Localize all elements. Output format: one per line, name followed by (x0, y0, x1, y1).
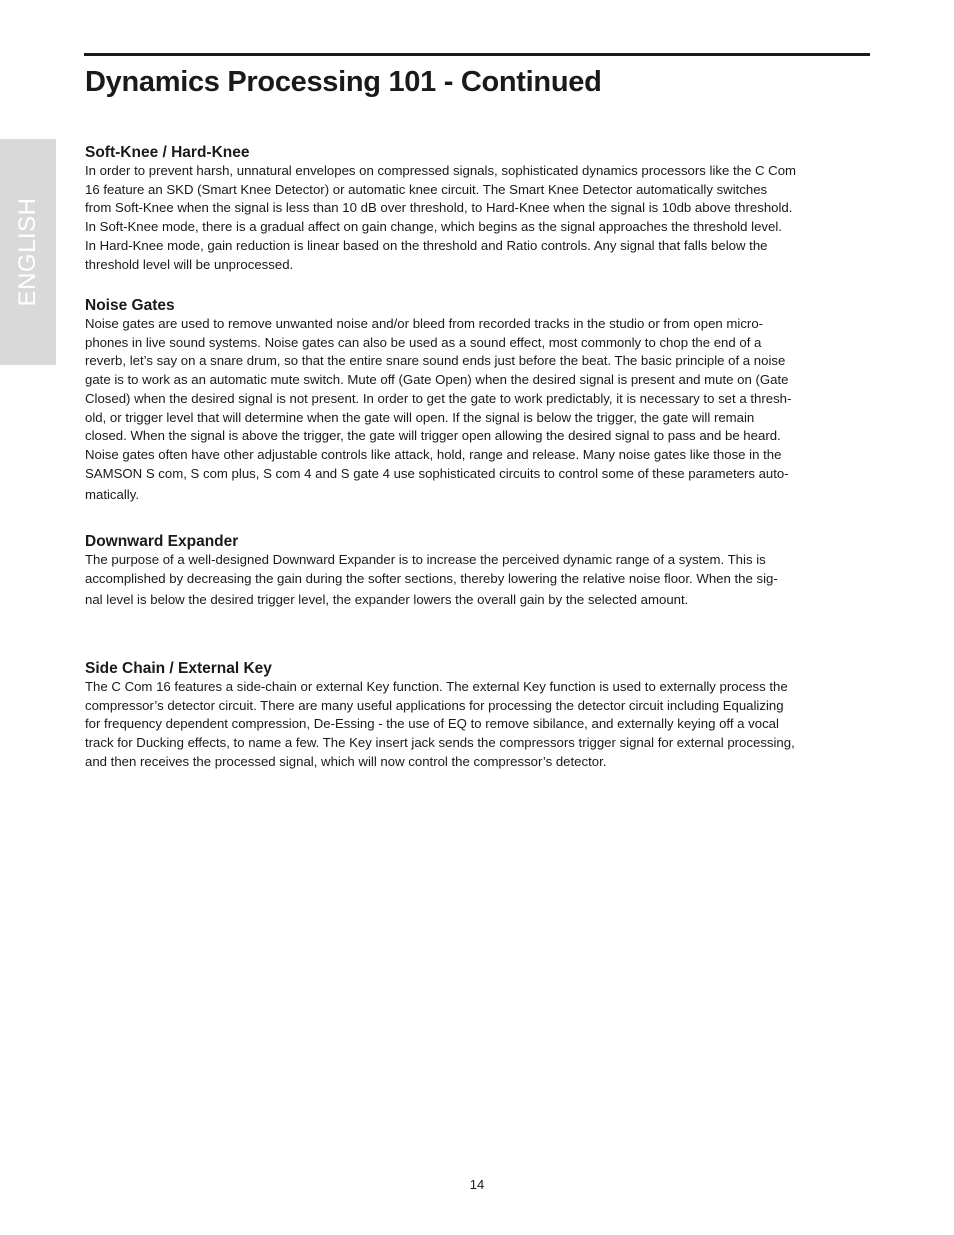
body-line: The C Com 16 features a side-chain or external Key function. The external Key function is used to externally process the (85, 679, 788, 694)
body-line: In Soft-Knee mode, there is a gradual affect on gain change, which begins as the signal approaches the threshold level. (85, 219, 782, 235)
section-heading: Soft-Knee / Hard-Knee (85, 144, 250, 161)
body-line: Noise gates are used to remove unwanted noise and/or bleed from recorded tracks in the studio or from open micro- (85, 316, 764, 331)
body-line: and then receives the processed signal, which will now control the compressor’s detector. (85, 753, 607, 769)
section-heading: Side Chain / External Key (85, 660, 272, 677)
body-line: for frequency dependent compression, De-Essing - the use of EQ to remove sibilance, and externally keying off a vocal (85, 716, 779, 732)
body-line: In order to prevent harsh, unnatural envelopes on compressed signals, sophisticated dynamics processors like the C Com (85, 163, 797, 178)
section-heading: Noise Gates (85, 297, 175, 314)
body-line: nal level is below the desired trigger level, the expander lowers the overall gain by the selected amount. (85, 592, 689, 608)
section-body (85, 551, 870, 610)
language-tab-label: ENGLISH (14, 197, 41, 307)
body-line: from Soft-Knee when the signal is less than 10 dB over threshold, to Hard-Knee when the signal is 10db above threshold. (85, 200, 793, 216)
section-side-chain-external-key (85, 659, 870, 772)
language-tab (0, 139, 56, 365)
body-line: accomplished by decreasing the gain during the softer sections, thereby lowering the relative noise floor. When the sig- (85, 570, 778, 586)
section-body (85, 678, 870, 772)
section-heading: Downward Expander (85, 533, 239, 550)
body-line: 16 feature an SKD (Smart Knee Detector) or automatic knee circuit. The Smart Knee Detector automatically switches (85, 181, 768, 197)
top-divider-rule (84, 53, 870, 56)
body-line: reverb, let’s say on a snare drum, so that the entire snare sound ends just before the beat. The basic principle of a noise (85, 353, 786, 369)
body-line: The purpose of a well-designed Downward Expander is to increase the perceived dynamic range of a system. This is (85, 552, 766, 567)
body-line: closed. When the signal is above the trigger, the gate will trigger open allowing the desired signal to pass and be heard. (85, 428, 781, 444)
body-line: SAMSON S com, S com plus, S com 4 and S gate 4 use sophisticated circuits to control some of these parameters auto- (85, 465, 789, 481)
body-line: compressor’s detector circuit. There are many useful applications for processing the detector circuit including Equalizing (85, 697, 784, 713)
body-line: old, or trigger level that will determine when the gate will open. If the signal is below the trigger, the gate will remain (85, 409, 755, 425)
section-body (85, 162, 870, 274)
body-line: Noise gates often have other adjustable controls like attack, hold, range and release. Many noise gates like those in the (85, 446, 782, 462)
body-line: gate is to work as an automatic mute switch. Mute off (Gate Open) when the desired signal is present and mute on (Gate (85, 372, 789, 388)
body-line: threshold level will be unprocessed. (85, 256, 294, 272)
section-noise-gates (85, 296, 870, 505)
body-line: phones in live sound systems. Noise gates can also be used as a sound effect, most commonly to chop the end of a (85, 334, 762, 350)
section-soft-knee-hard-knee (85, 143, 870, 274)
body-line: matically. (85, 487, 139, 503)
section-body (85, 315, 870, 505)
body-line: Closed) when the desired signal is not present. In order to get the gate to work predictably, it is necessary to set a thresh- (85, 390, 792, 406)
page-title: Dynamics Processing 101 - Continued (85, 66, 602, 98)
body-line: In Hard-Knee mode, gain reduction is linear based on the threshold and Ratio controls. Any signal that falls below the (85, 237, 768, 253)
body-line: track for Ducking effects, to name a few. The Key insert jack sends the compressors trigger signal for external processing, (85, 735, 795, 751)
page-number: 14 (469, 1177, 485, 1192)
section-downward-expander (85, 532, 870, 610)
